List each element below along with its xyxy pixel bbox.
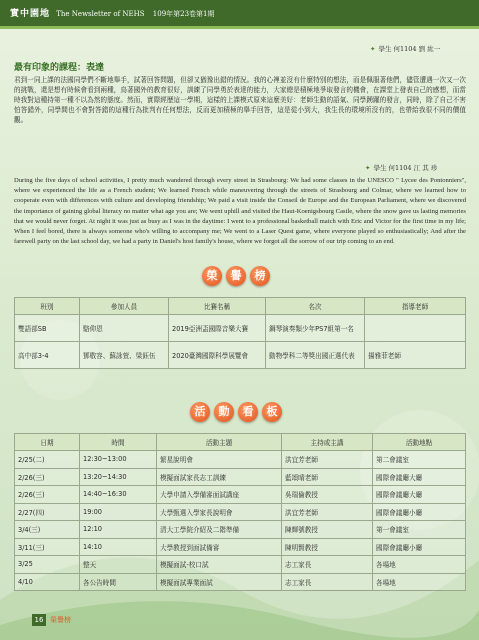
- table-cell: 大學甄選入學家長說明會: [157, 503, 282, 521]
- table-cell: 2/26(三): [15, 468, 80, 486]
- table-row: [15, 573, 466, 591]
- table-cell: 清大工學院介紹及二階準備: [157, 521, 282, 539]
- table-row: [15, 521, 466, 539]
- honor-badge: 榮: [202, 266, 222, 286]
- column-header: 活動地點: [373, 434, 466, 451]
- table-cell: 13:20~14:30: [80, 468, 157, 486]
- table-row: [15, 556, 466, 574]
- table-header-row: [15, 298, 466, 315]
- table-cell: 國際會議廳大廳: [373, 468, 466, 486]
- table-cell: 大學申請入學備審面試講座: [157, 486, 282, 504]
- table-cell: [365, 315, 466, 342]
- table-cell: 2/26(三): [15, 486, 80, 504]
- column-header: 日期: [15, 434, 80, 451]
- event-badge: 活: [190, 402, 210, 422]
- column-header: 班別: [15, 298, 80, 315]
- table-cell: 2020臺灣國際科學展覽會: [169, 342, 266, 369]
- essay-paragraph-chinese: 君到一同上課的法國同學們不斷地舉手，試著回答問題，但卻又猶豫出錯的情況。我的心裡並沒有什麼特別的想法，而是佩服著他們，儘管遭遇一次又一次的挑戰，還是想有時候會看到兩種，鳥著國外的教育很好，訓練了同學勇於表達的能力，大家總是積極地爭取發言的機會，在課堂上發表自己的感想，而當時我對這種持第一種不以為然的態度。然而，實際經歷這一學期，這樣的上課模式原來這麼美好：老師生動的語氣、同學踴躍的發言，同時，除了自己不害怕答錯外，同學間也不會對答錯的這種行為批判有任何想法，反而更加積極的舉手回答，這是從小到大，我生長的環境所沒有的，也帶給我很不同的價值觀。: [14, 76, 466, 124]
- column-header: 活動主題: [157, 434, 282, 451]
- section-title: 最有印象的課程：表達: [14, 63, 105, 73]
- table-row: [15, 451, 466, 469]
- table-cell: 藍頌晴老師: [282, 468, 373, 486]
- table-row: [15, 486, 466, 504]
- table-cell: 雙語部SB: [15, 315, 80, 342]
- table-cell: 各公告時間: [80, 573, 157, 591]
- table-cell: 國際會議廳大廳: [373, 486, 466, 504]
- table-cell: 志工家長: [282, 573, 373, 591]
- table-cell: 陳明賢教授: [282, 538, 373, 556]
- table-cell: 12:10: [80, 521, 157, 539]
- table-cell: 洪宜芳老師: [282, 451, 373, 469]
- table-cell: 14:10: [80, 538, 157, 556]
- table-row: [15, 503, 466, 521]
- table-cell: 3/25: [15, 556, 80, 574]
- table-cell: 洪宜芳老師: [282, 503, 373, 521]
- column-header: 指導老師: [365, 298, 466, 315]
- table-cell: 模擬面試家長志工訓練: [157, 468, 282, 486]
- table-cell: 2/25(二): [15, 451, 80, 469]
- table-cell: 19:00: [80, 503, 157, 521]
- table-cell: 模擬面試-校口試: [157, 556, 282, 574]
- table-row: [15, 342, 466, 369]
- column-header: 比賽名稱: [169, 298, 266, 315]
- honor-badge: 譽: [226, 266, 246, 286]
- table-cell: 2019亞洲盃國際音樂大賽: [169, 315, 266, 342]
- newsletter-title: 實中園地: [10, 9, 51, 19]
- column-header: 參加人員: [80, 298, 169, 315]
- table-cell: 各場地: [373, 556, 466, 574]
- table-cell: 14:40~16:30: [80, 486, 157, 504]
- table-cell: 2/27(四): [15, 503, 80, 521]
- footer-section-label: 榮譽榜: [50, 616, 71, 624]
- honor-badge: 榜: [250, 266, 270, 286]
- author-signature-1: ✦ 學生 何1104 劉 紘一: [370, 45, 441, 53]
- event-table: [14, 433, 466, 591]
- table-cell: 第一會議室: [373, 521, 466, 539]
- table-cell: 第二會議室: [373, 451, 466, 469]
- table-cell: 動物學科二等獎出國正選代表: [266, 342, 365, 369]
- table-cell: 大學教授到面試備審: [157, 538, 282, 556]
- table-cell: 國際會議廳小廳: [373, 538, 466, 556]
- table-cell: 陳輝號教授: [282, 521, 373, 539]
- table-cell: 吳瑞倫教授: [282, 486, 373, 504]
- column-header: 名次: [266, 298, 365, 315]
- newsletter-header: [10, 6, 215, 19]
- column-header: 時間: [80, 434, 157, 451]
- column-header: 主持或主講: [282, 434, 373, 451]
- table-header-row: [15, 434, 466, 451]
- table-cell: 駱仰恩: [80, 315, 169, 342]
- table-cell: 高中部3-4: [15, 342, 80, 369]
- newsletter-subtitle: The Newsletter of NEHS: [56, 10, 145, 18]
- table-cell: 模擬面試專業面試: [157, 573, 282, 591]
- star-icon: ✦: [370, 45, 376, 53]
- table-cell: 揚雅菲老師: [365, 342, 466, 369]
- event-badge: 板: [262, 402, 282, 422]
- event-badge: 看: [238, 402, 258, 422]
- header-accent: [0, 26, 479, 29]
- table-cell: 繁星說明會: [157, 451, 282, 469]
- table-cell: 4/10: [15, 573, 80, 591]
- table-row: [15, 315, 466, 342]
- event-badge: 動: [214, 402, 234, 422]
- table-cell: 國際會議廳小廳: [373, 503, 466, 521]
- table-cell: 3/4(三): [15, 521, 80, 539]
- honor-table: [14, 297, 466, 369]
- table-row: [15, 538, 466, 556]
- issue-number: 109年第23卷第1期: [152, 10, 215, 18]
- table-cell: 鄧敬容、蘇詠萱、梁鈺伍: [80, 342, 169, 369]
- essay-paragraph-english: During the five days of school activities, I pretty much wandered through every street in Strasbourg: We had some classes in the UNESCO " Lycee des Pontonniers", where we experienced the life as a French student; We learned French while maneuvering through the streets of Strasbourg and Colmar, where we learned how to cooperate even with differences with culture and developing friendship; We paid a visit inside the Conseil de Europe and the European Parliament, where we discovered the importance of gaining global literacy no matter what age you are; We went uphill and visited the Haut-Koenigsbourg Castle, where the snow gave us lasting memories that we would never forget. At night it was just as busy as I was in the daytime: I went to a professional basketball match with Eric and Victor for the first time in my life; When I feel bored, there is always someone who's willing to accompany me; We went to a Laser Quest game, where everyone played so enthusiastically; And after the farewell party on the last school day, we had a party in Daniel's host family's house, where we forgot all the sorrow of our trip coming to an end.: [14, 177, 466, 246]
- table-cell: 整天: [80, 556, 157, 574]
- table-cell: 12:30~13:00: [80, 451, 157, 469]
- table-cell: 志工家長: [282, 556, 373, 574]
- table-cell: 3/11(三): [15, 538, 80, 556]
- author-signature-2: ✦ 學生 何1104 江 其 珍: [365, 164, 438, 172]
- star-icon: ✦: [365, 164, 371, 172]
- table-row: [15, 468, 466, 486]
- table-cell: 各場地: [373, 573, 466, 591]
- table-cell: 鋼琴演奏類少年PS7組第一名: [266, 315, 365, 342]
- page-number: 16: [32, 614, 46, 626]
